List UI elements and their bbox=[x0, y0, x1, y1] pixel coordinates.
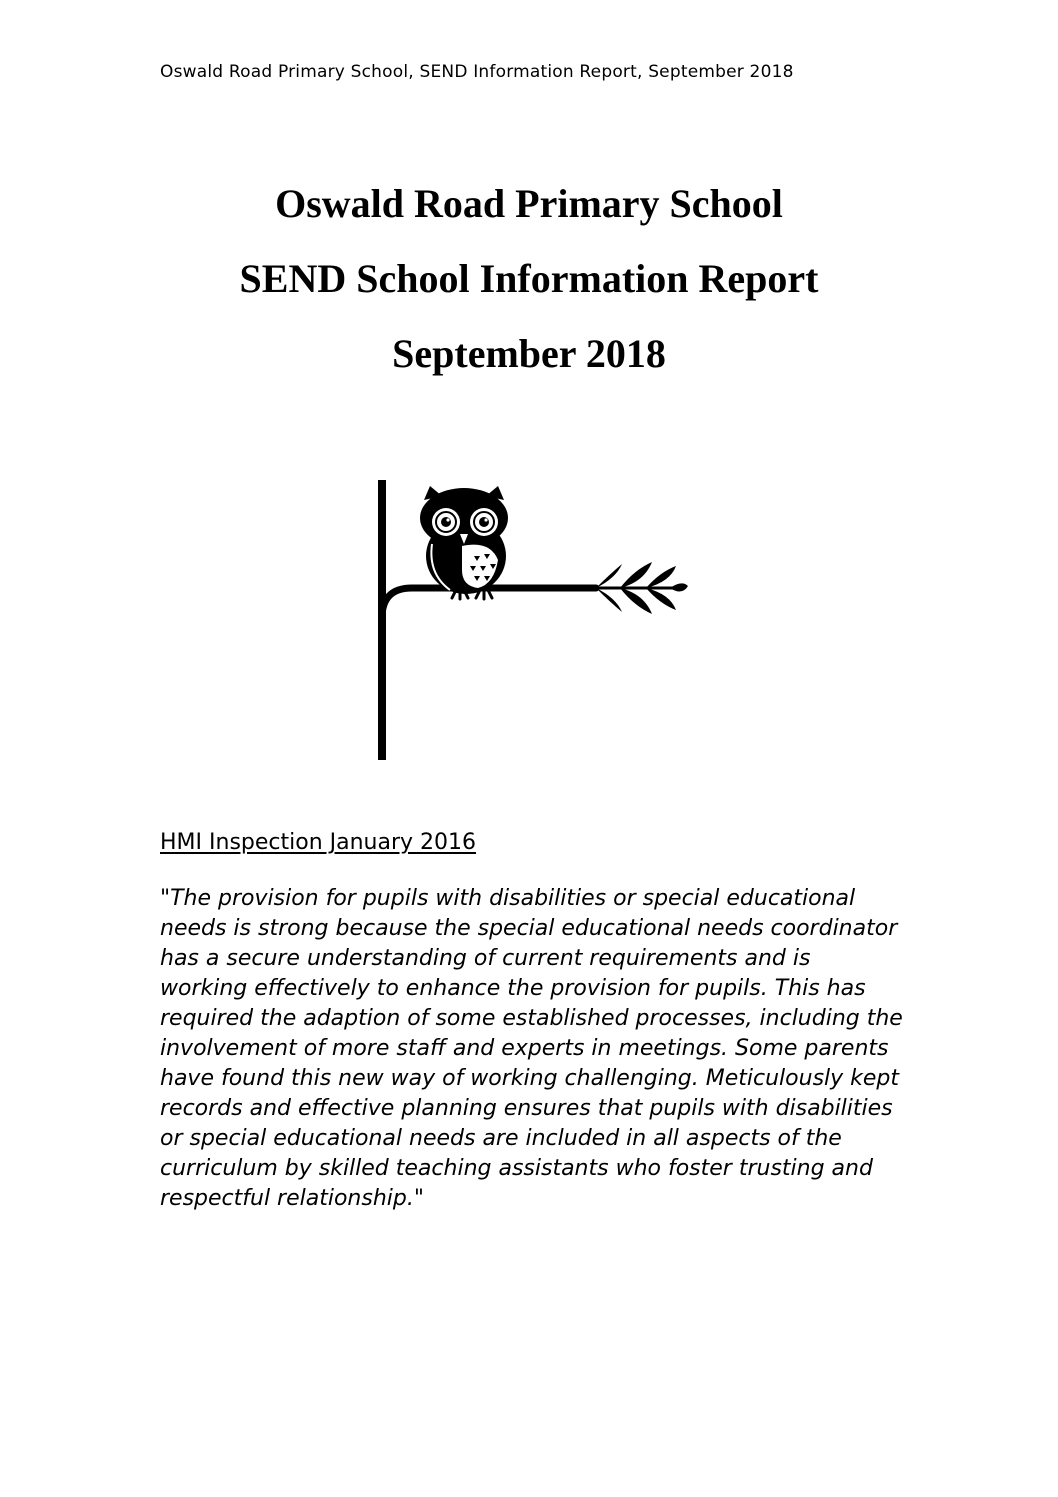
quote-line: working effectively to enhance the provision for pupils. This has bbox=[160, 976, 866, 1001]
quote-line: curriculum by skilled teaching assistants who foster trusting and bbox=[160, 1156, 873, 1181]
quote-line: have found this new way of working challenging. Meticulously kept bbox=[160, 1066, 900, 1091]
document-title bbox=[0, 178, 1058, 403]
inspection-quote bbox=[160, 884, 920, 1214]
title-date: September 2018 bbox=[392, 331, 666, 376]
quote-line: "The provision for pupils with disabilities or special educational bbox=[160, 886, 856, 911]
quote-line: respectful relationship." bbox=[160, 1186, 424, 1211]
title-school-name: Oswald Road Primary School bbox=[275, 181, 783, 226]
running-header: Oswald Road Primary School, SEND Information Report, September 2018 bbox=[160, 62, 794, 82]
owl-on-branch-icon bbox=[370, 478, 690, 766]
quote-line: records and effective planning ensures that pupils with disabilities bbox=[160, 1096, 893, 1121]
title-report-name: SEND School Information Report bbox=[239, 256, 819, 301]
quote-line: involvement of more staff and experts in meetings. Some parents bbox=[160, 1036, 889, 1061]
quote-line: has a secure understanding of current requirements and is bbox=[160, 946, 811, 971]
quote-line: needs is strong because the special educational needs coordinator bbox=[160, 916, 898, 941]
quote-line: or special educational needs are included in all aspects of the bbox=[160, 1126, 842, 1151]
quote-line: required the adaption of some established processes, including the bbox=[160, 1006, 903, 1031]
inspection-heading: HMI Inspection January 2016 bbox=[160, 830, 477, 855]
